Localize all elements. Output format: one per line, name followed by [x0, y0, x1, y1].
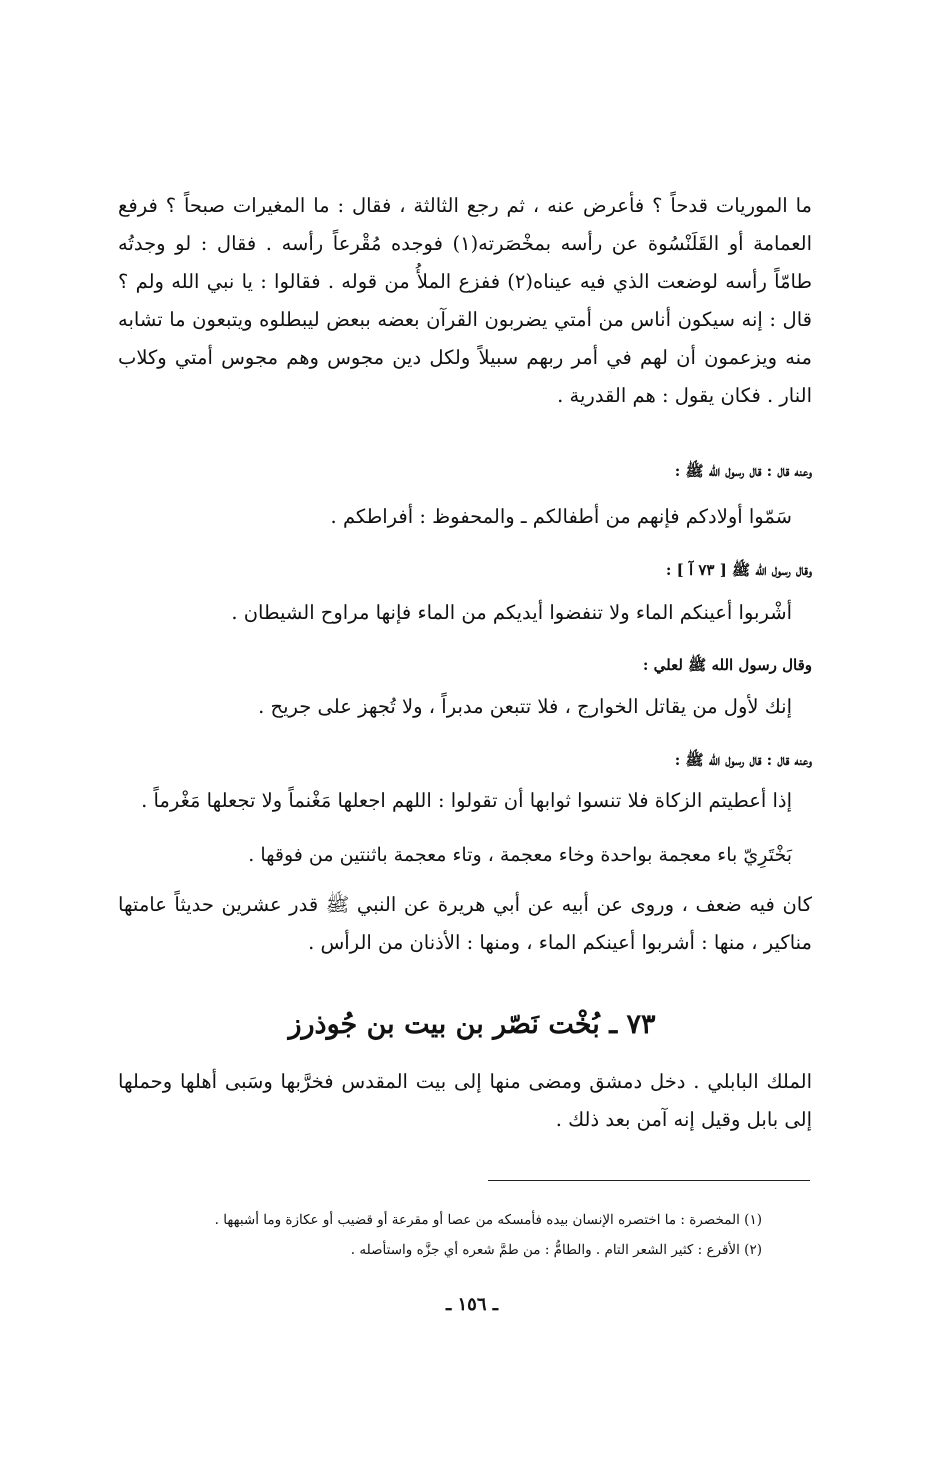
page-number: ـ ١٥٦ ـ: [445, 1294, 499, 1315]
hadith-intro-3: وقال رسول الله ﷺ لعلي :: [642, 656, 812, 674]
section-heading: ٧٣ ـ بُخْت نَصّر بن بيت بن جُوذرز: [288, 1009, 656, 1040]
hadith-intro-1: وعنه قال : قال رسول الله ﷺ :: [674, 462, 812, 480]
footnote-1: (١) المخصرة : ما اختصره الإنسان بيده فأمسكه من عصا أو مقرعة أو قضيب أو عكازة وما أشبهها .: [214, 1212, 762, 1228]
body-paragraph-3: الملك البابلي . دخل دمشق ومضى منها إلى بيت المقدس فخرَّبها وسَبى أهلها وحملها إلى بابل وقيل إنه آمن بعد ذلك .: [118, 1070, 812, 1131]
body-paragraph-1: ما الموريات قدحاً ؟ فأعرض عنه ، ثم رجع الثالثة ، فقال : ما المغيرات صبحاً ؟ فرفع العمامة أو القَلَنْسُوة عن رأسه بمخْصَرته(١) فوجده مُقْرعاً رأسه . فقال : لو وجدتُه طامّاً رأسه لوضعت الذي فيه عيناه(٢) ففزع الملأُ من قوله . فقالوا : يا نبي الله ولم ؟ قال : إنه سيكون أناس من أمتي يضربون القرآن بعضه ببعض ليبطلوه ويتبعون ما تشابه منه ويزعمون أن لهم في أمر ربهم سبيلاً ولكل دين مجوس وهم مجوس أمتي وكلاب النار . فكان يقول : هم القدرية .: [118, 194, 812, 407]
footnote-2: (٢) الأقرع : كثير الشعر التام . والطامُّ : من طمَّ شعره أي جزَّه واستأصله .: [350, 1242, 762, 1258]
hadith-intro-2: وقال رسول الله ﷺ [ ٧٣ آ ] :: [665, 561, 812, 579]
hadith-intro-4: وعنه قال : قال رسول الله ﷺ :: [674, 751, 812, 769]
body-paragraph-2: كان فيه ضعف ، وروى عن أبيه عن أبي هريرة عن النبي ﷺ قدر عشرين حديثاً عامتها مناكير ، منها : أشربوا أعينكم الماء ، ومنها : الأذنان من الرأس .: [118, 893, 812, 954]
name-spelling-note: بَخْتَرِيّ باء معجمة بواحدة وخاء معجمة ، وتاء معجمة باثنتين من فوقها .: [248, 844, 792, 866]
hadith-text-3: إنك لأول من يقاتل الخوارج ، فلا تتبعن مدبراً ، ولا تُجهز على جريح .: [258, 695, 792, 718]
footnote-separator: [488, 1180, 810, 1181]
hadith-text-2: أشْربوا أعينكم الماء ولا تنفضوا أيديكم من الماء فإنها مراوح الشيطان .: [231, 601, 792, 624]
hadith-text-1: سَمّوا أولادكم فإنهم من أطفالكم ـ والمحفوظ : أفراطكم .: [330, 505, 792, 528]
hadith-text-4: إذا أعطيتم الزكاة فلا تنسوا ثوابها أن تقولوا : اللهم اجعلها مَغْنماً ولا تجعلها مَغْرماً .: [141, 789, 792, 812]
